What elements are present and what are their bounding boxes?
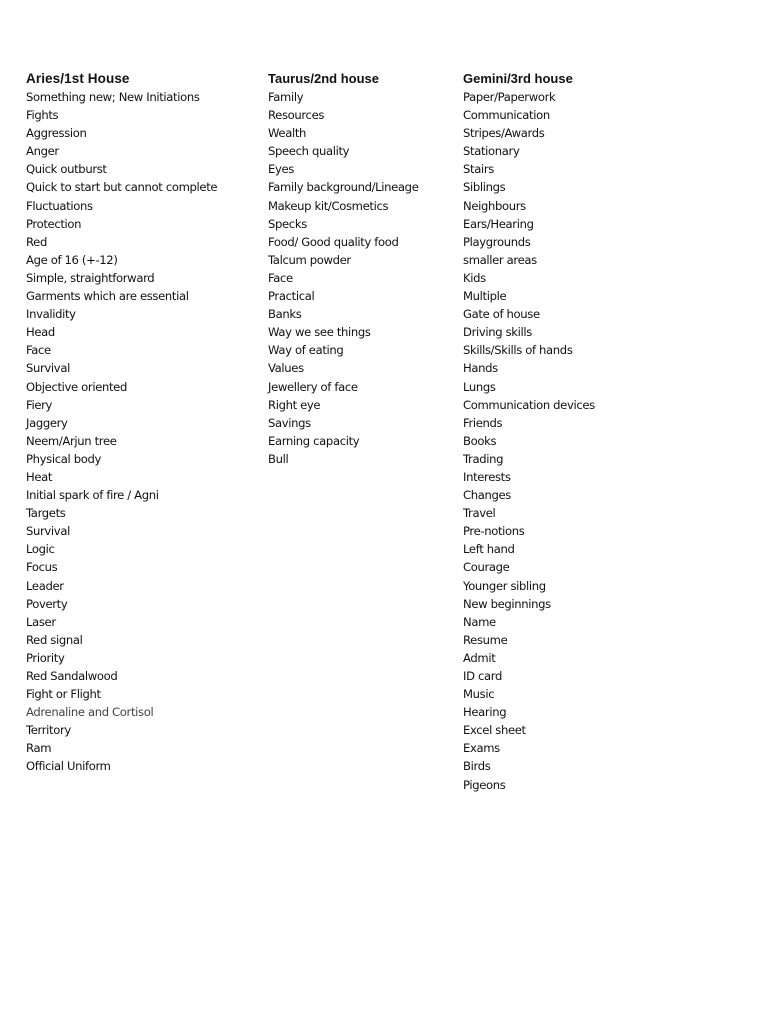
gemini-list [463,88,663,794]
aries-list-item: Invalidity [26,307,76,322]
taurus-list-item: Face [268,270,293,285]
gemini-list-item: Kids [463,270,486,285]
gemini-list-item: Driving skills [463,325,532,340]
gemini-list-item: Left hand [463,542,515,557]
taurus-list-item: Speech quality [268,144,350,159]
aries-column [26,70,258,776]
gemini-list-item: Trading [463,451,504,466]
aries-list-item: Something new; New Initiations [26,90,200,104]
aries-heading: Aries/1st House [26,71,130,86]
aries-list-item: Quick outburst [26,162,107,177]
gemini-list-item: Stairs [463,162,494,177]
aries-list-item: Leader [26,578,64,593]
aries-list-item: Fluctuations [26,198,93,213]
taurus-list-item: Way we see things [268,325,371,340]
gemini-list-item: Music [463,687,495,702]
aries-list-item: Fiery [26,397,53,412]
aries-list [26,88,258,776]
gemini-list-item: Books [463,433,497,448]
aries-list-item: Initial spark of fire / Agni [26,488,159,503]
gemini-list-item: Siblings [463,180,506,195]
aries-list-item: Heat [26,469,53,484]
aries-list-item: Red [26,234,47,249]
gemini-list-item: Gate of house [463,307,540,322]
gemini-list-item: Ears/Hearing [463,216,534,231]
gemini-list-item: Interests [463,469,511,484]
aries-list-item: Anger [26,144,59,159]
gemini-list-item: New beginnings [463,596,551,611]
aries-list-item: Ram [26,741,52,756]
taurus-list-item: Family background/Lineage [268,180,419,195]
gemini-column [463,70,663,794]
aries-list-item: Poverty [26,596,68,611]
taurus-list-item: Bull [268,451,289,466]
taurus-list-item: Jewellery of face [268,379,358,394]
gemini-list-item: Hands [463,361,498,376]
aries-list-item: Priority [26,650,65,665]
taurus-list-item: Way of eating [268,343,344,358]
aries-list-item: Simple, straightforward [26,270,155,285]
gemini-list-item: Stripes/Awards [463,126,545,141]
aries-list-item: Garments which are essential [26,289,189,304]
gemini-list-item: Younger sibling [463,578,546,593]
aries-list-item: Fight or Flight [26,687,101,702]
taurus-list-item: Right eye [268,397,321,412]
gemini-list-item: Name [463,614,496,629]
aries-list-item: Laser [26,614,56,629]
taurus-list-item: Eyes [268,162,294,177]
taurus-list-item: Food/ Good quality food [268,234,399,249]
gemini-heading: Gemini/3rd house [463,71,573,86]
aries-list-item: Neem/Arjun tree [26,433,117,448]
taurus-list-item: Makeup kit/Cosmetics [268,198,389,213]
gemini-list-item: Paper/Paperwork [463,90,556,104]
gemini-list-item: Excel sheet [463,723,526,738]
gemini-list-item: Pigeons [463,777,506,792]
taurus-list-item: Family [268,90,304,104]
taurus-list-item: Talcum powder [268,252,351,267]
gemini-list-item: ID card [463,669,502,683]
taurus-list-item: Values [268,361,304,376]
aries-list-item: Aggression [26,126,87,141]
taurus-list-item: Resources [268,108,325,123]
gemini-list-item: Pre-notions [463,524,525,539]
aries-list-item: Survival [26,524,70,539]
aries-list-item: Objective oriented [26,379,127,394]
gemini-list-item: Changes [463,488,511,503]
taurus-column [268,70,454,468]
taurus-list-item: Banks [268,307,302,322]
taurus-list-item: Practical [268,289,315,304]
aries-list-item: Age of 16 (+-12) [26,252,118,267]
gemini-list-item: Skills/Skills of hands [463,343,573,358]
gemini-list-item: Communication [463,108,550,123]
aries-list-item: Territory [26,723,71,738]
aries-list-item: Quick to start but cannot complete [26,180,218,195]
taurus-list-item: Savings [268,415,311,430]
aries-list-item: Targets [26,506,66,521]
gemini-list-item: Exams [463,741,500,756]
taurus-list-item: Wealth [268,126,307,141]
aries-list-item: Jaggery [26,415,68,430]
aries-list-item: Fights [26,108,59,123]
gemini-list-item: Friends [463,415,503,430]
gemini-list-item: Lungs [463,379,496,394]
gemini-list-item: Stationary [463,144,520,159]
aries-list-item: Focus [26,560,58,575]
taurus-heading: Taurus/2nd house [268,71,379,86]
gemini-list-item: Hearing [463,705,507,720]
aries-list-item: Physical body [26,451,101,466]
gemini-list-item: Playgrounds [463,234,531,249]
gemini-list-item: Resume [463,632,508,647]
aries-list-item: Adrenaline and Cortisol [26,705,154,720]
gemini-list-item: Birds [463,759,491,774]
taurus-list-item: Specks [268,216,307,231]
gemini-list-item: Travel [463,506,496,521]
gemini-list-item: Communication devices [463,397,595,412]
taurus-list-item: Earning capacity [268,433,360,448]
taurus-list [268,88,454,468]
gemini-list-item: Neighbours [463,198,526,213]
aries-list-item: Red signal [26,632,83,647]
gemini-list-item: Admit [463,650,496,665]
gemini-list-item: smaller areas [463,252,537,267]
gemini-list-item: Multiple [463,289,507,304]
gemini-list-item: Courage [463,560,510,575]
aries-list-item: Survival [26,361,70,376]
aries-list-item: Red Sandalwood [26,669,118,683]
aries-list-item: Face [26,343,51,358]
aries-list-item: Head [26,325,55,340]
aries-list-item: Protection [26,216,82,231]
aries-list-item: Official Uniform [26,759,111,774]
aries-list-item: Logic [26,542,55,557]
